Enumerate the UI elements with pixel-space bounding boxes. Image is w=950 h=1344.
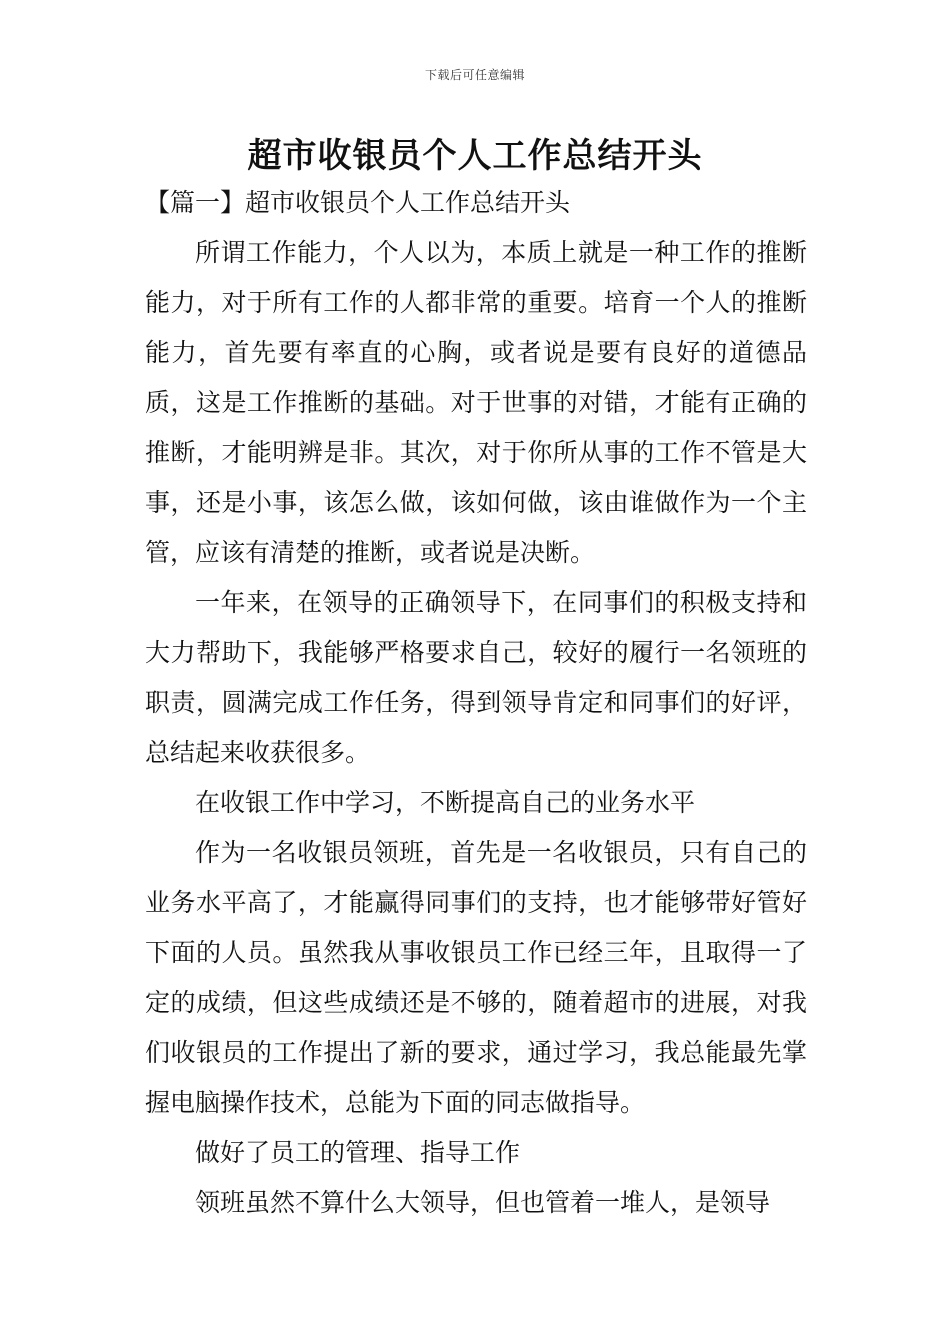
document-title: 超市收银员个人工作总结开头 (247, 136, 703, 176)
paragraph-1: 所谓工作能力，个人以为，本质上就是一种工作的推断能力，对于所有工作的人都非常的重要。培育一个人的推断能力，首先要有率直的心胸，或者说是要有良好的道德品质，这是工作推断的基础。对于世事的对错，才能有正确的推断，才能明辨是非。其次，对于你所从事的工作不管是大事，还是小事，该怎么做，该如何做，该由谁做作为一个主管，应该有清楚的推断，或者说是决断。 (145, 238, 807, 567)
header-note: 下载后可任意编辑 (424, 68, 525, 82)
paragraph-4: 领班虽然不算什么大领导，但也管着一堆人，是领导 (195, 1188, 771, 1217)
section-heading: 【篇一】超市收银员个人工作总结开头 (145, 188, 571, 217)
paragraph-2: 一年来，在领导的正确领导下，在同事们的积极支持和大力帮助下，我能够严格要求自己，较好的履行一名领班的职责，圆满完成工作任务，得到领导肯定和同事们的好评，总结起来收获很多。 (145, 588, 807, 767)
paragraph-3: 作为一名收银员领班，首先是一名收银员，只有自己的业务水平高了，才能赢得同事们的支持，也才能够带好管好下面的人员。虽然我从事收银员工作已经三年，且取得一了定的成绩，但这些成绩还是不够的，随着超市的进展，对我们收银员的工作提出了新的要求，通过学习，我总能最先掌握电脑操作技术，总能为下面的同志做指导。 (145, 838, 807, 1117)
subheading-2: 做好了员工的管理、指导工作 (195, 1138, 521, 1167)
subheading-1: 在收银工作中学习，不断提高自己的业务水平 (195, 788, 696, 817)
document-body (145, 178, 807, 1228)
